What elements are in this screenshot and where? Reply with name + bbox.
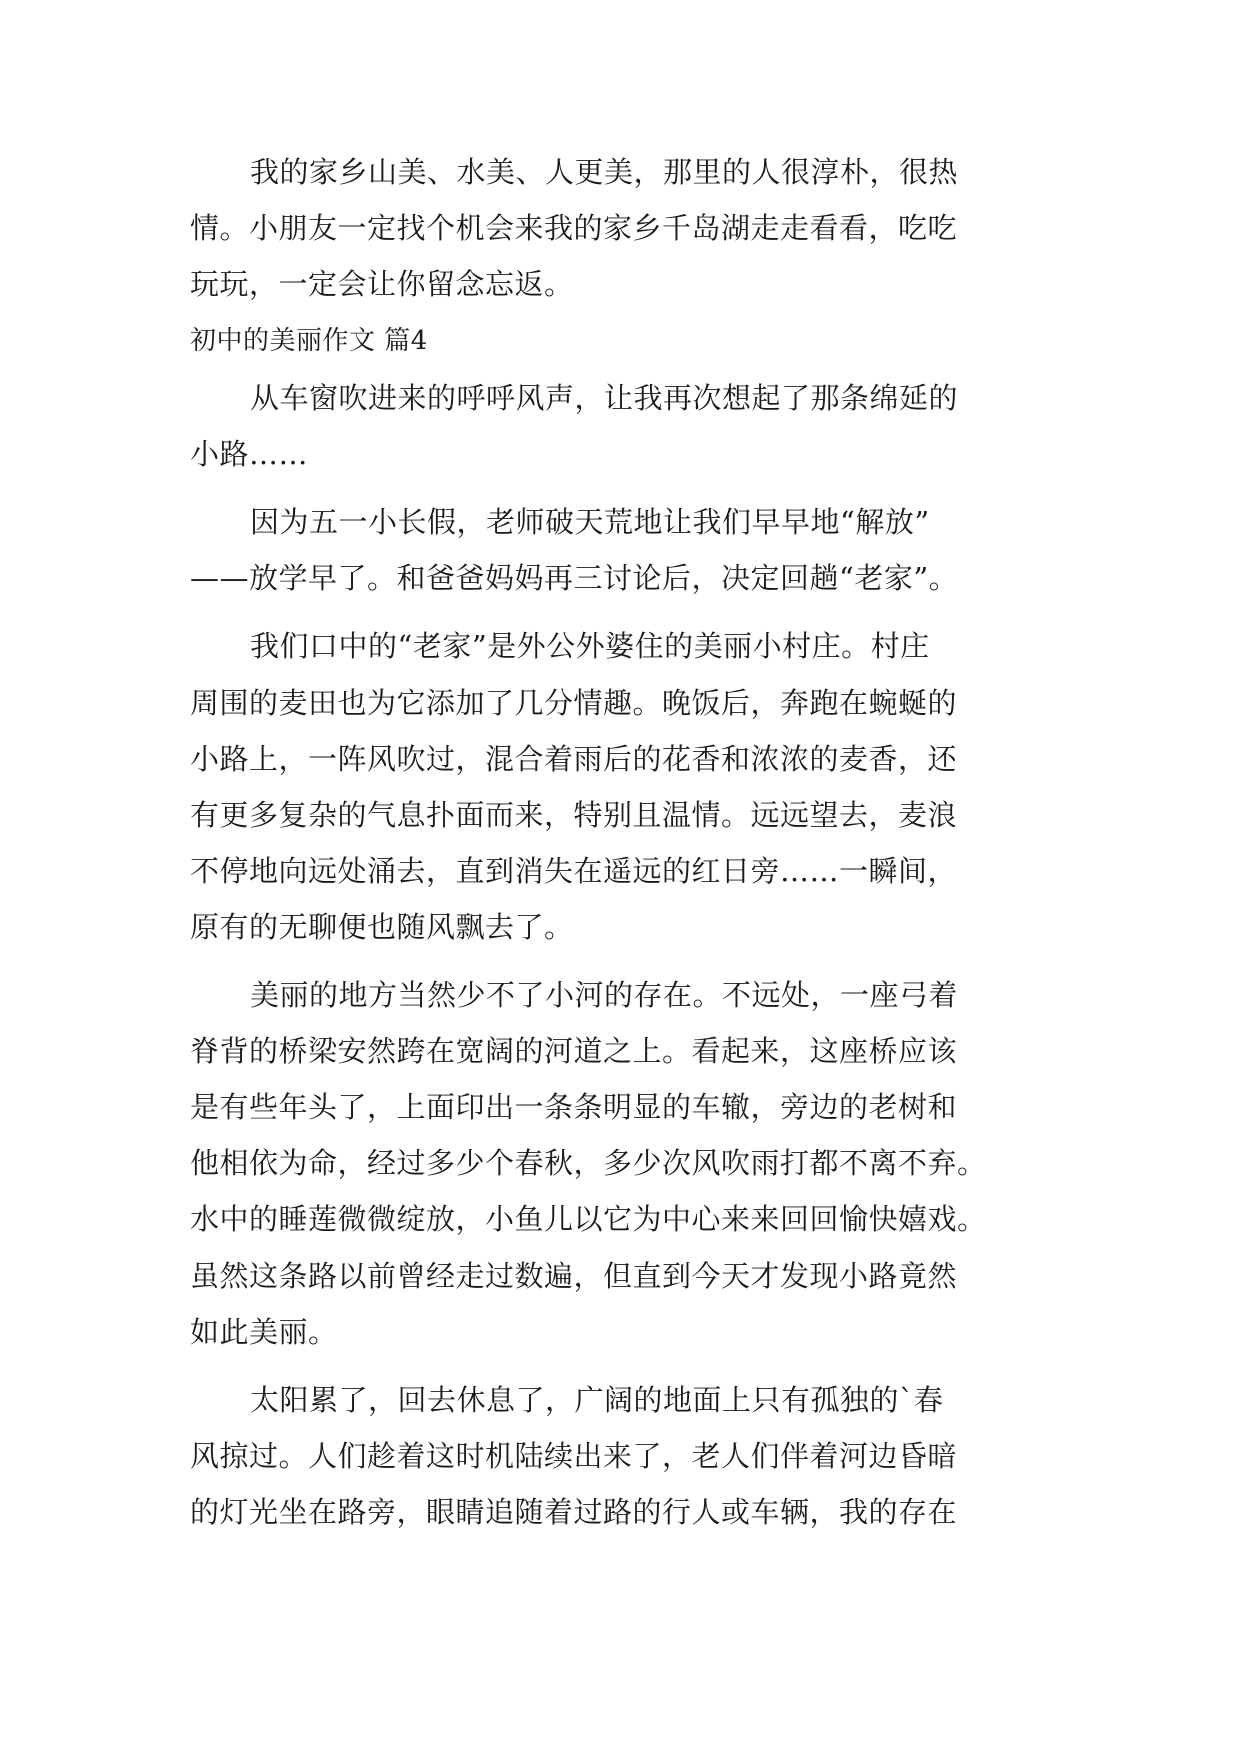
paragraph-line: 水中的睡莲微微绽放，小鱼儿以它为中心来来回回愉快嬉戏。 bbox=[190, 1202, 987, 1236]
paragraph-line: 是有些年头了，上面印出一条条明显的车辙，旁边的老树和 bbox=[190, 1090, 958, 1124]
paragraph-line: 不停地向远处涌去，直到消失在遥远的红日旁……一瞬间， bbox=[190, 854, 958, 888]
paragraph-line: 他相依为命，经过多少个春秋，多少次风吹雨打都不离不弃。 bbox=[190, 1146, 987, 1180]
paragraph-line: 小路上，一阵风吹过，混合着雨后的花香和浓浓的麦香，还 bbox=[190, 742, 958, 776]
paragraph-line: 太阳累了，回去休息了，广阔的地面上只有孤独的`春 bbox=[250, 1383, 944, 1417]
section-heading: 初中的美丽作文 篇4 bbox=[190, 326, 428, 356]
paragraph-line: 我们口中的“老家”是外公外婆住的美丽小村庄。村庄 bbox=[250, 629, 930, 663]
paragraph-line: 如此美丽。 bbox=[190, 1315, 338, 1349]
paragraph-line: 情。小朋友一定找个机会来我的家乡千岛湖走走看看，吃吃 bbox=[190, 211, 958, 245]
paragraph-line: 有更多复杂的气息扑面而来，特别且温情。远远望去，麦浪 bbox=[190, 798, 958, 832]
paragraph-line: ——放学早了。和爸爸妈妈再三讨论后，决定回趟“老家”。 bbox=[190, 561, 959, 595]
paragraph-line: 风掠过。人们趁着这时机陆续出来了，老人们伴着河边昏暗 bbox=[190, 1439, 958, 1473]
paragraph-line: 脊背的桥梁安然跨在宽阔的河道之上。看起来，这座桥应该 bbox=[190, 1034, 958, 1068]
paragraph-line: 从车窗吹进来的呼呼风声，让我再次想起了那条绵延的 bbox=[250, 381, 959, 415]
paragraph-line: 的灯光坐在路旁，眼睛追随着过路的行人或车辆，我的存在 bbox=[190, 1495, 958, 1529]
paragraph-line: 我的家乡山美、水美、人更美，那里的人很淳朴，很热 bbox=[250, 155, 959, 189]
paragraph-line: 周围的麦田也为它添加了几分情趣。晚饭后，奔跑在蜿蜒的 bbox=[190, 686, 958, 720]
paragraph-line: 美丽的地方当然少不了小河的存在。不远处，一座弓着 bbox=[250, 978, 959, 1012]
paragraph-line: 虽然这条路以前曾经走过数遍，但直到今天才发现小路竟然 bbox=[190, 1259, 958, 1293]
paragraph-line: 因为五一小长假，老师破天荒地让我们早早地“解放” bbox=[250, 505, 930, 539]
paragraph-line: 原有的无聊便也随风飘去了。 bbox=[190, 910, 574, 944]
paragraph-line: 玩玩，一定会让你留念忘返。 bbox=[190, 267, 574, 301]
paragraph-line: 小路…… bbox=[190, 437, 309, 471]
